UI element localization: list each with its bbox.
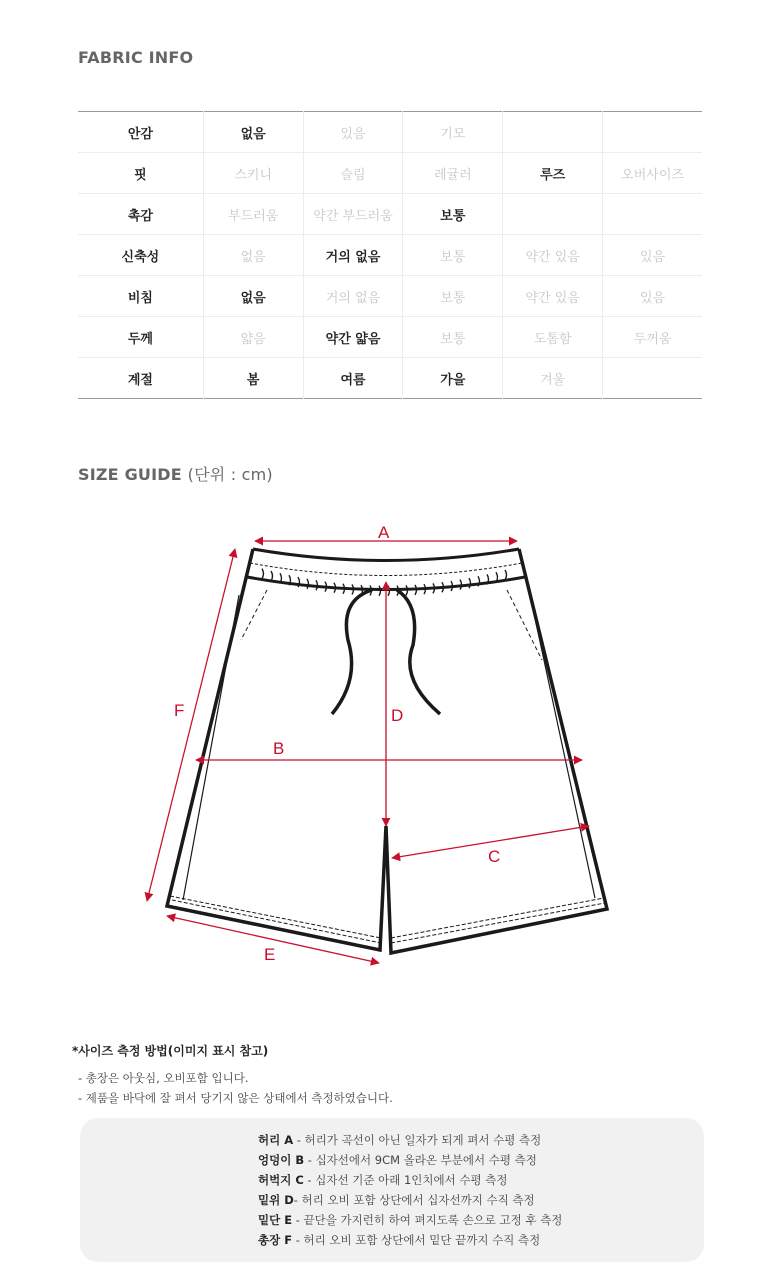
fabric-option: 루즈	[503, 153, 603, 194]
fabric-row-label: 비침	[78, 276, 203, 317]
fabric-option: 거의 없음	[303, 276, 403, 317]
guide-key: 밑단 E	[258, 1213, 293, 1227]
fabric-option: 보통	[403, 276, 503, 317]
shorts-outline	[167, 549, 607, 953]
guide-row-waist	[258, 1130, 562, 1150]
guide-key: 총장 F	[258, 1233, 293, 1247]
label-b: B	[273, 739, 285, 758]
label-a: A	[378, 523, 390, 542]
guide-desc: - 십자선에서 9CM 올라온 부분에서 수평 측정	[304, 1153, 537, 1167]
fabric-row-label: 핏	[78, 153, 203, 194]
guide-key: 허리 A	[258, 1133, 294, 1147]
shorts-measurement-diagram	[0, 500, 780, 990]
fabric-option: 도톰함	[503, 317, 603, 358]
fabric-option	[603, 358, 702, 399]
size-guide-title	[78, 462, 273, 485]
fabric-option: 약간 있음	[503, 235, 603, 276]
label-d: D	[391, 706, 404, 725]
fabric-row-label: 안감	[78, 112, 203, 153]
fabric-option: 기모	[403, 112, 503, 153]
fabric-option: 있음	[603, 276, 702, 317]
guide-row-rise	[258, 1190, 562, 1210]
fabric-option: 오버사이즈	[603, 153, 702, 194]
fabric-option	[503, 194, 603, 235]
fabric-option: 레귤러	[403, 153, 503, 194]
fabric-option: 겨울	[503, 358, 603, 399]
fabric-option: 없음	[203, 112, 303, 153]
fabric-option: 슬림	[303, 153, 403, 194]
fabric-option: 있음	[303, 112, 403, 153]
size-guide-heading: SIZE GUIDE	[78, 465, 182, 484]
fabric-option: 있음	[603, 235, 702, 276]
fabric-row-label: 촉감	[78, 194, 203, 235]
guide-key: 엉덩이 B	[258, 1153, 305, 1167]
fabric-row-label: 신축성	[78, 235, 203, 276]
fabric-option: 스키니	[203, 153, 303, 194]
fabric-option	[603, 194, 702, 235]
fabric-info-title: FABRIC INFO	[78, 48, 194, 67]
fabric-option: 보통	[403, 194, 503, 235]
fabric-option: 가을	[403, 358, 503, 399]
guide-desc: - 허리 오비 포함 상단에서 밑단 끝까지 수직 측정	[292, 1233, 541, 1247]
fabric-option	[503, 112, 603, 153]
guide-desc: - 허리가 곡선이 아닌 일자가 되게 펴서 수평 측정	[293, 1133, 542, 1147]
label-c: C	[488, 847, 501, 866]
fabric-option	[603, 112, 702, 153]
fabric-row-label: 계절	[127, 372, 153, 388]
fabric-row	[78, 194, 702, 235]
fabric-row	[78, 153, 702, 194]
guide-key: 허벅지 C	[258, 1173, 304, 1187]
guide-row-hem	[258, 1210, 562, 1230]
fabric-option: 두꺼움	[603, 317, 702, 358]
guide-desc: - 끝단을 가지런히 하여 펴지도록 손으로 고정 후 측정	[292, 1213, 563, 1227]
fabric-row	[78, 235, 702, 276]
fabric-option: 얇음	[203, 317, 303, 358]
fabric-option: 약간 부드러움	[303, 194, 403, 235]
measurement-method-title: *사이즈 측정 방법(이미지 표시 참고)	[72, 1044, 269, 1058]
guide-row-thigh	[258, 1170, 562, 1190]
label-e: E	[264, 945, 276, 964]
fabric-row	[78, 276, 702, 317]
guide-key: 밑위 D	[258, 1193, 294, 1207]
guide-row-hip	[258, 1150, 562, 1170]
note-item: - 제품을 바닥에 잘 펴서 당기지 않은 상태에서 측정하였습니다.	[78, 1091, 393, 1105]
fabric-row-label: 두께	[78, 317, 203, 358]
fabric-option: 없음	[203, 276, 303, 317]
guide-desc: - 허리 오비 포함 상단에서 십자선까지 수직 측정	[293, 1193, 535, 1207]
fabric-option: 여름	[303, 358, 403, 399]
fabric-option: 보통	[403, 235, 503, 276]
guide-desc: - 십자선 기준 아래 1인치에서 수평 측정	[303, 1173, 508, 1187]
measurement-guide-list	[258, 1130, 562, 1250]
guide-row-length	[258, 1230, 562, 1250]
label-f: F	[174, 701, 185, 720]
fabric-option: 봄	[203, 358, 303, 399]
fabric-option: 약간 있음	[503, 276, 603, 317]
fabric-option: 부드러움	[203, 194, 303, 235]
fabric-row	[78, 317, 702, 358]
fabric-option: 없음	[203, 235, 303, 276]
note-item: - 총장은 아웃심, 오비포함 입니다.	[78, 1071, 249, 1085]
size-guide-unit: (단위 : cm)	[187, 465, 273, 484]
fabric-row	[78, 112, 702, 153]
fabric-info-table	[78, 111, 702, 399]
fabric-option: 약간 얇음	[303, 317, 403, 358]
fabric-option: 거의 없음	[303, 235, 403, 276]
fabric-row	[78, 358, 702, 399]
fabric-option: 보통	[403, 317, 503, 358]
